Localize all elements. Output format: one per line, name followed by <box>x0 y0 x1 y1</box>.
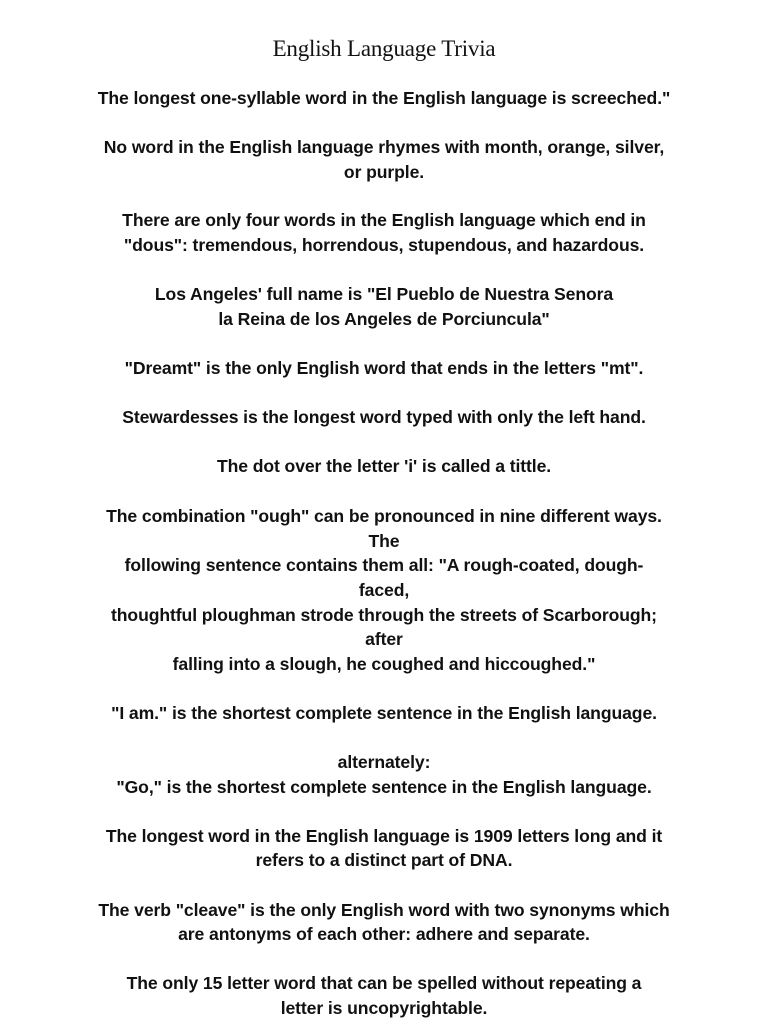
trivia-line: faced, <box>358 580 410 600</box>
trivia-line: The longest word in the English language is 1909 letters long and it <box>105 826 663 846</box>
trivia-line: or purple. <box>343 162 425 182</box>
trivia-line: The only 15 letter word that can be spelled without repeating a <box>126 973 642 993</box>
trivia-line: The <box>368 531 400 551</box>
page-title: English Language Trivia <box>272 36 496 61</box>
trivia-line: "Dreamt" is the only English word that ends in the letters "mt". <box>124 358 644 378</box>
trivia-line: Stewardesses is the longest word typed with only the left hand. <box>122 407 646 427</box>
trivia-line: alternately: <box>337 752 431 772</box>
trivia-line: la Reina de los Angeles de Porciuncula" <box>218 309 550 329</box>
trivia-line: The longest one-syllable word in the English language is screeched." <box>97 88 671 108</box>
trivia-line: "dous": tremendous, horrendous, stupendous, and hazardous. <box>123 235 645 255</box>
trivia-line: letter is uncopyrightable. <box>280 998 488 1018</box>
trivia-line: The verb "cleave" is the only English word with two synonyms which <box>98 900 670 920</box>
trivia-line: refers to a distinct part of DNA. <box>255 850 513 870</box>
trivia-line: after <box>365 629 403 649</box>
trivia-line: are antonyms of each other: adhere and separate. <box>178 924 590 944</box>
trivia-line: thoughtful ploughman strode through the streets of Scarborough; <box>111 605 657 625</box>
trivia-line: Los Angeles' full name is "El Pueblo de Nuestra Senora <box>154 284 614 304</box>
trivia-line: No word in the English language rhymes with month, orange, silver, <box>103 137 665 157</box>
trivia-line: "I am." is the shortest complete sentence in the English language. <box>111 703 657 723</box>
trivia-line: The combination "ough" can be pronounced in nine different ways. <box>106 506 662 526</box>
trivia-line: "Go," is the shortest complete sentence in the English language. <box>116 777 652 797</box>
trivia-line: There are only four words in the English language which end in <box>122 210 646 230</box>
trivia-line: The dot over the letter 'i' is called a tittle. <box>216 456 552 476</box>
trivia-line: following sentence contains them all: "A rough-coated, dough- <box>124 555 644 575</box>
trivia-line: falling into a slough, he coughed and hiccoughed." <box>172 654 596 674</box>
